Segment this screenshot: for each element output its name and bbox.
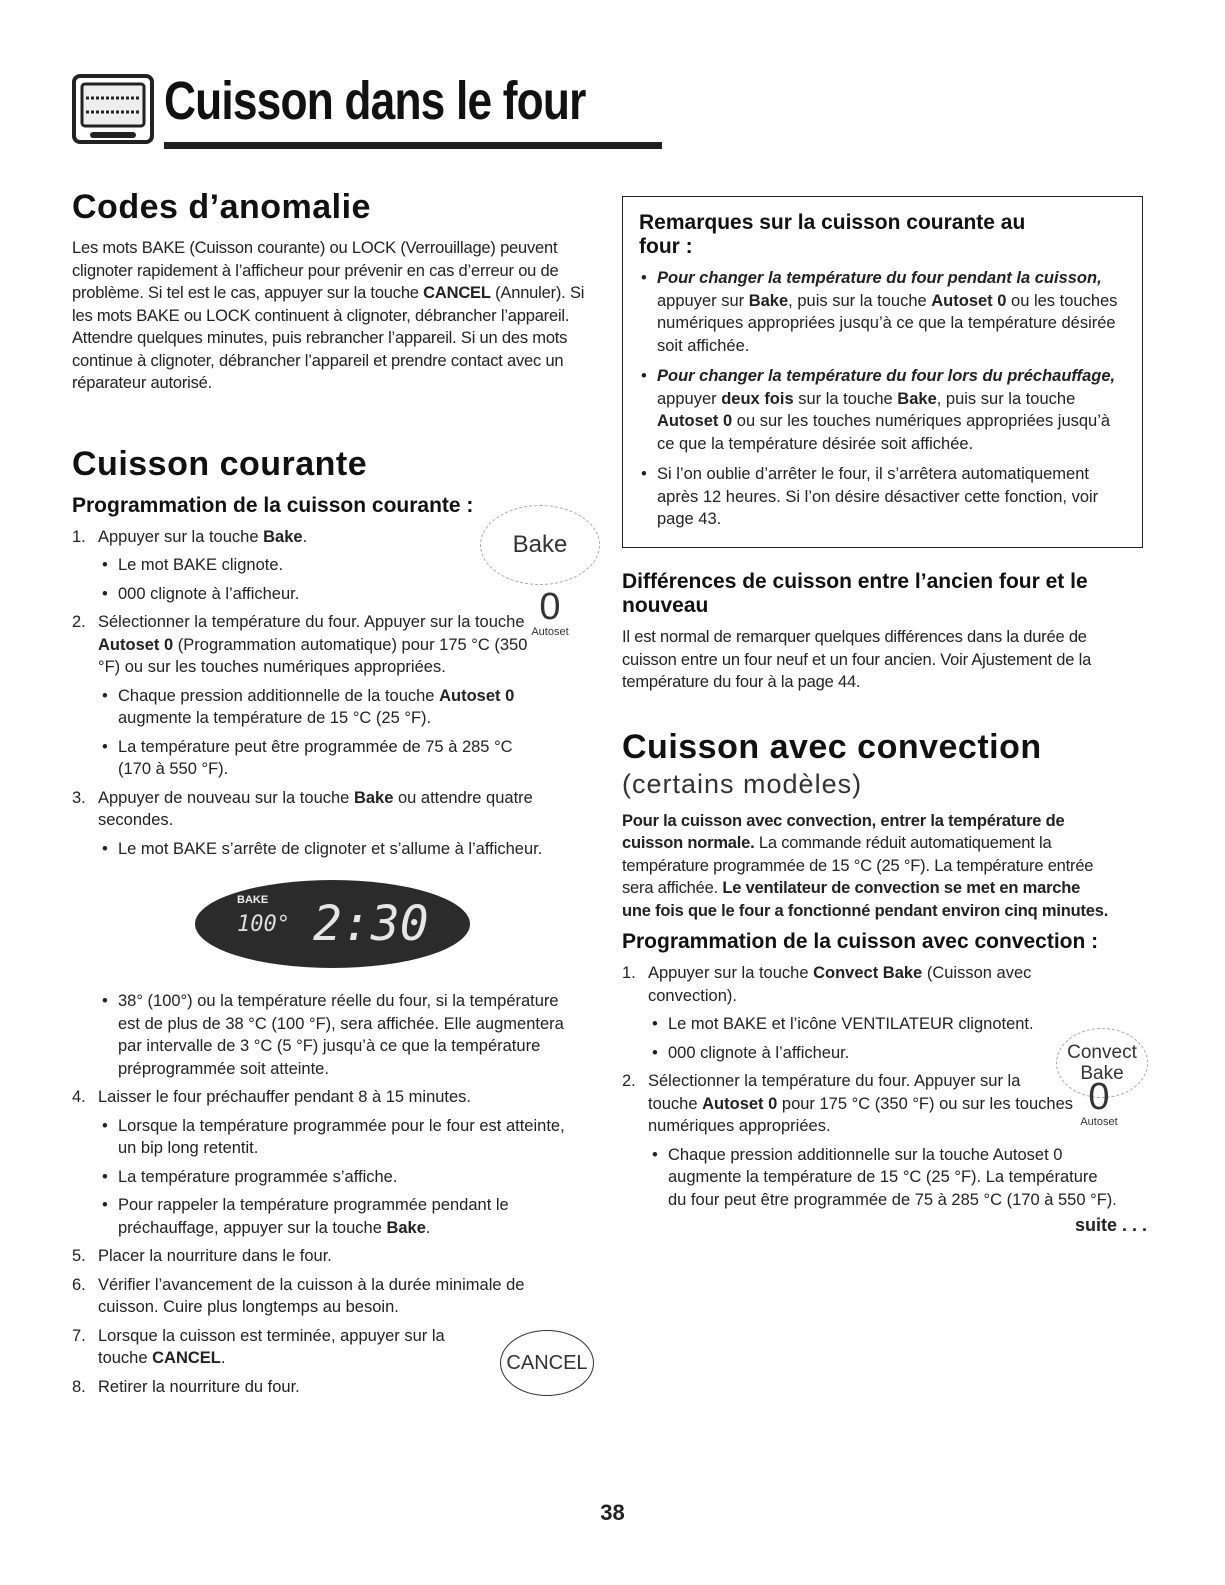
cancel-key-illustration: CANCEL [500,1330,594,1396]
page-header [72,68,592,158]
title-underline [164,142,662,149]
convection-subheading: Programmation de la cuisson avec convection : [622,930,1099,953]
notes-bullet: • Si l’on oublie d’arrêter le four, il s’arrêtera automatiquement après 12 heures. Si l’on désire désactiver cette fonction, voir page 43. [639,463,1126,531]
step-4-bullet: • La température programmée s’affiche. [98,1166,592,1189]
step-3: 3. Appuyer de nouveau sur la touche Bake ou attendre quatre secondes. [72,788,533,829]
step-5: 5. Placer la nourriture dans le four. [72,1247,332,1265]
notes-bullet: • Pour changer la température du four pendant la cuisson, appuyer sur Bake, puis sur la touche Autoset 0 ou les touches numériques appropriées jusqu’à ce que la température désirée soit affichée. [639,267,1126,357]
codes-heading: Codes d’anomalie [72,188,371,226]
codes-body: Les mots BAKE (Cuisson courante) ou LOCK (Verrouillage) peuvent clignoter rapidement à l’afficheur pour prévenir en cas d’erreur ou de problème. Si tel est le cas, appuyer sur la touche CANCEL (Annuler). Si les mots BAKE ou LOCK continuent à clignoter, débrancher l’appareil. Attendre quelques minutes, puis rebrancher l’appareil. Si un des mots continue à clignoter, débrancher l’appareil et prendre contact avec un réparateur autorisé. [72,239,585,392]
step-2: 2. Sélectionner la température du four. Appuyer sur la touche Autoset 0 (Programmation automatique) pour 175 °C (350 °F) ou sur les touches numériques appropriées. [72,613,528,676]
convection-intro: Pour la cuisson avec convection, entrer la température de cuisson normale. La commande réduit automatiquement la température programmée de 15 °C (25 °F). La température entrée sera affichée. Le ventilateur de convection se met en marche une fois que le four a fonctionné pendant environ cinq minutes. [622,811,1109,920]
conv-autoset-key-illustration: 0 Autoset [1080,1076,1118,1128]
oven-display-illustration [195,880,470,968]
conv-step-1-bullet: • Le mot BAKE et l’icône VENTILATEUR clignotent. [648,1013,1147,1036]
step-3-bullet: • 38° (100°) ou la température réelle du four, si la température est de plus de 38 °C (100 °F), sera affichée. Elle augmentera par intervalle de 3 °C (5 °F) jusqu’à ce que la température préprogrammée soit atteinte. [98,990,578,1080]
step-4: 4. Laisser le four préchauffer pendant 8 à 15 minutes. [72,1088,472,1106]
notes-bullet: • Pour changer la température du four lors du préchauffage, appuyer deux fois sur la touche Bake, puis sur la touche Autoset 0 ou sur les touches numériques appropriées jusqu’à ce que la température désirée soit affichée. [639,365,1126,455]
page-title: Cuisson dans le four [164,71,586,131]
page-number: 38 [600,1500,625,1525]
courante-heading: Cuisson courante [72,444,368,483]
left-column [72,188,592,1404]
differences-body: Il est normal de remarquer quelques différences dans la durée de cuisson entre un four neuf et un four ancien. Voir Ajustement de la température du four à la page 44. [622,628,1092,691]
right-column [622,570,1147,1236]
step-8: 8. Retirer la nourriture du four. [72,1377,300,1396]
courante-subheading: Programmation de la cuisson courante : [72,493,474,517]
notes-heading: Remarques sur la cuisson courante au four : [639,211,1026,258]
conv-step-2: 2. Sélectionner la température du four. Appuyer sur la touche Autoset 0 pour 175 °C (350 °F) ou sur les touches numériques appropriées. [622,1072,1073,1135]
conv-step-2-bullet: • Chaque pression additionnelle sur la touche Autoset 0 augmente la température de 15 °C (25 °F). La température du four peut être programmée de 75 à 285 °C (170 à 550 °F). [648,1144,1118,1212]
conv-step-1: 1. Appuyer sur la touche Convect Bake (Cuisson avec convection). [622,964,1032,1005]
step-1-bullet: • Le mot BAKE clignote. [98,554,592,577]
conv-step-1-bullet: • 000 clignote à l’afficheur. [648,1042,1147,1065]
step-1-bullet: • 000 clignote à l’afficheur. [98,583,592,606]
convect-bake-key-illustration: Convect Bake [1056,1028,1148,1098]
convection-heading: Cuisson avec convection [622,727,1042,766]
differences-heading: Différences de cuisson entre l’ancien four et le nouveau [622,570,1088,617]
display-time: 2:30 [313,896,429,952]
autoset-key-illustration: 0 Autoset [531,586,569,638]
step-2-bullet: • La température peut être programmée de 75 à 285 °C (170 à 550 °F). [98,736,538,781]
oven-icon [72,74,154,148]
step-4-bullet: • Lorsque la température programmée pour le four est atteinte, un bip long retentit. [98,1115,578,1160]
step-6: 6. Vérifier l’avancement de la cuisson à la durée minimale de cuisson. Cuire plus longtemps au besoin. [72,1275,525,1316]
bake-key-illustration: Bake [480,505,600,585]
notes-box [622,196,1143,548]
step-7: 7. Lorsque la cuisson est terminée, appuyer sur la touche CANCEL. [72,1326,445,1367]
display-bake-label: BAKE [237,894,269,906]
display-temperature: 100° [237,912,290,937]
convection-subtitle: (certains modèles) [622,768,863,799]
step-4-bullet: • Pour rappeler la température programmée pendant le préchauffage, appuyer sur la touche Bake. [98,1194,538,1239]
step-1: 1. Appuyer sur la touche Bake. [72,527,308,546]
step-3-bullet: • Le mot BAKE s’arrête de clignoter et s’allume à l’afficheur. [98,838,592,861]
step-2-bullet: • Chaque pression additionnelle de la touche Autoset 0 augmente la température de 15 °C (25 °F). [98,685,592,730]
continued-label: suite . . . [1074,1215,1147,1235]
